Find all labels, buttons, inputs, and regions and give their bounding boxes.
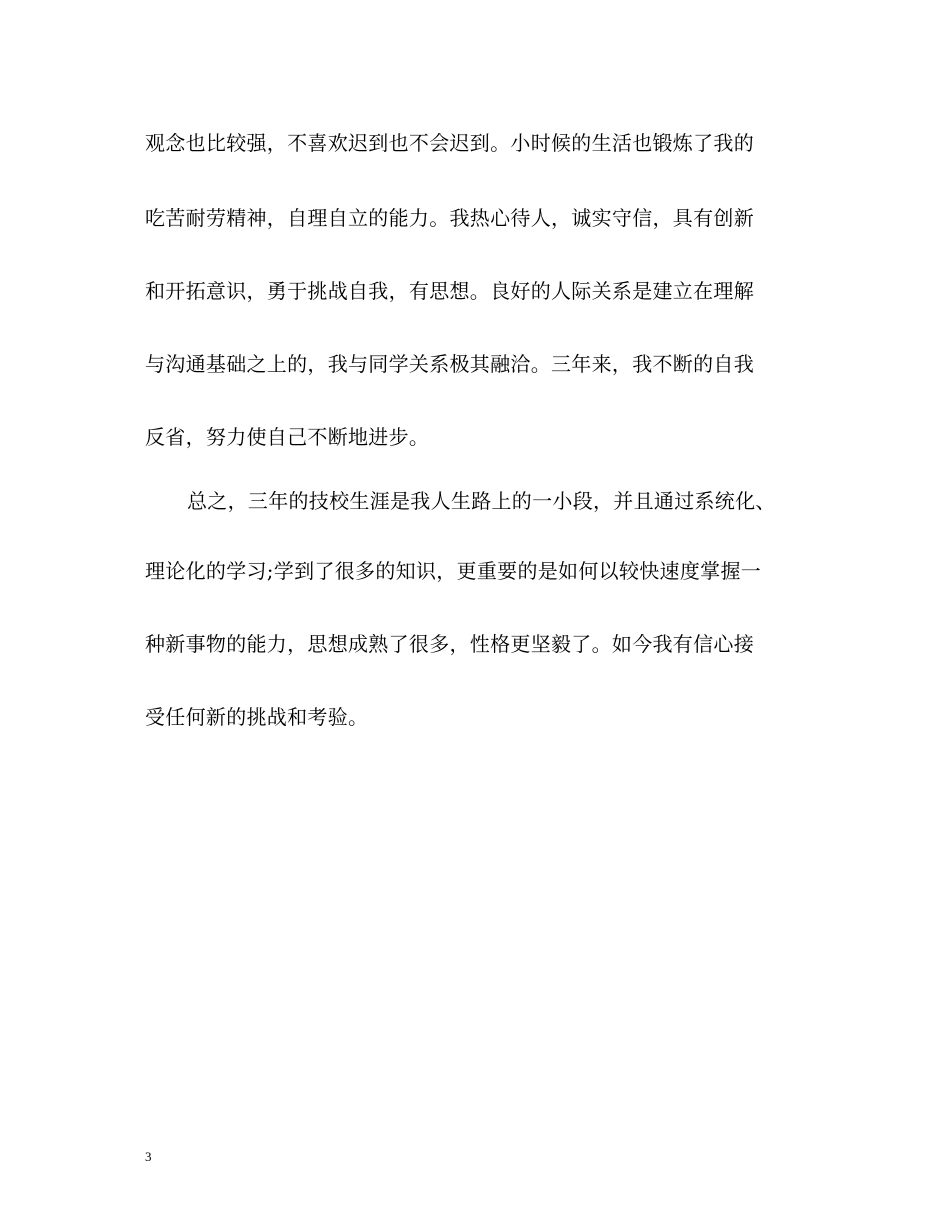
paragraph-2-line-3: 种新事物的能力，思想成熟了很多，性格更坚毅了。如今我有信心接: [145, 632, 754, 656]
paragraph-2-line-1: 总之，三年的技校生涯是我人生路上的一小段，并且通过系统化、: [187, 489, 776, 513]
paragraph-1-line-1: 观念也比较强，不喜欢迟到也不会迟到。小时候的生活也锻炼了我的: [145, 131, 754, 155]
paragraph-2-line-2: 理论化的学习;学到了很多的知识，更重要的是如何以较快速度掌握一: [145, 559, 762, 583]
paragraph-1-line-2: 吃苦耐劳精神，自理自立的能力。我热心待人，诚实守信，具有创新: [145, 206, 754, 230]
paragraph-1-line-4: 与沟通基础之上的，我与同学关系极其融洽。三年来，我不断的自我: [145, 352, 754, 376]
paragraph-2-line-4: 受任何新的挑战和考验。: [145, 705, 369, 729]
paragraph-1-line-3: 和开拓意识，勇于挑战自我，有思想。良好的人际关系是建立在理解: [145, 279, 754, 303]
page-number: 3: [145, 1149, 152, 1164]
paragraph-1-line-5: 反省，努力使自己不断地进步。: [145, 425, 430, 449]
